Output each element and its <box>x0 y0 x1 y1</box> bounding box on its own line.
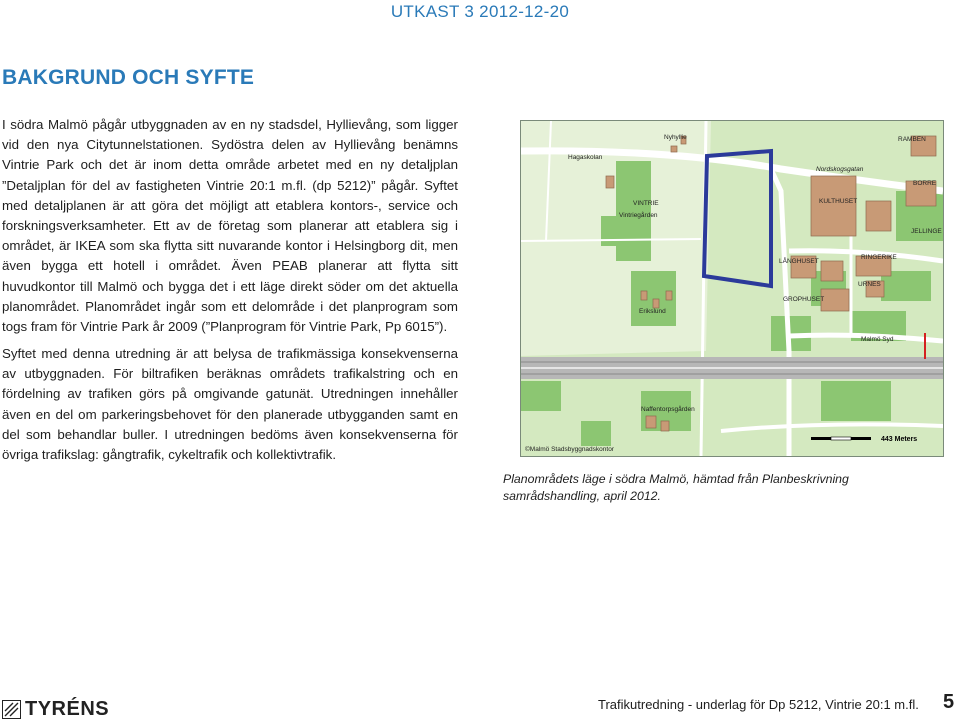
label-kulthuset: KULTHUSET <box>819 198 858 205</box>
label-hagaskolan: Hagaskolan <box>568 154 603 161</box>
draft-label: UTKAST 3 2012-12-20 <box>390 2 570 21</box>
label-malmo-syd: Malmö Syd <box>861 336 894 343</box>
logo-text: TYRÉNS <box>25 698 110 720</box>
label-grophuset: GROPHUSET <box>783 296 825 303</box>
label-jellinge: JELLINGE <box>911 228 942 235</box>
label-vintriegarden: Vintriegården <box>619 212 658 219</box>
label-nyhyllie: Nyhyllie <box>664 134 687 141</box>
site-map <box>520 120 944 457</box>
label-nordskogsgatan: Nordskogsgatan <box>816 166 864 173</box>
label-langhuset: LÅNGHUSET <box>779 258 819 265</box>
company-logo <box>2 698 109 721</box>
tyrens-logo-icon <box>2 700 21 719</box>
label-copyright: ©Malmö Stadsbyggnadskontor <box>525 446 614 453</box>
page-number: 5 <box>943 691 955 713</box>
label-ringerike: RINGERIKE <box>861 254 897 261</box>
label-vintrie: VINTRIE <box>633 200 659 207</box>
label-ramben: RAMBEN <box>898 136 926 143</box>
railway <box>521 357 943 379</box>
label-naffentorpsgarden: Naffentorpsgården <box>641 406 695 413</box>
section-title: BAKGRUND OCH SYFTE <box>2 66 255 89</box>
scale-label: 443 Meters <box>881 436 918 443</box>
map-caption: Planområdets läge i södra Malmö, hämtad från Planbeskrivning samrådshandling, april 2012. <box>503 472 849 503</box>
label-borre: BORRE <box>913 180 937 187</box>
footer-report-title: Trafikutredning - underlag för Dp 5212, Vintrie 20:1 m.fl. <box>598 697 919 712</box>
label-erikslund: Erikslund <box>639 308 666 315</box>
paragraph-background: I södra Malmö pågår utbyggnaden av en ny stadsdel, Hyllievång, som ligger vid den nya Citytunnelstationen. Sydöstra delen av Hyllievång benämns Vintrie Park och det är inom detta område arbetet med en ny detaljplan ”Detaljplan för del av fastigheten Vintrie 20:1 m.fl. (dp 5212)” pågår. Syftet med detaljplanen är att göra det möjligt att etablera kontors-, service och forskningsverksamheter. Ett av de företag som planerar att etablera sig i området, är IKEA som ska flytta sitt nuvarande kontor i Helsingborg dit, men även bygga ett hotell i området. Även PEAB planerar att flytta sitt huvudkontor till Malmö och bygga det i ett läge direkt söder om det aktuella planområdet. Planområdet ingår som ett delområde i det planprogram som togs fram för Vintrie Park år 2009 (”Planprogram för Vintrie Park, Pp 6015”). <box>2 117 458 335</box>
label-urnes: URNES <box>858 281 881 288</box>
paragraph-purpose: Syftet med denna utredning är att belysa de trafikmässiga konsekvenserna av utbyggnaden. För biltrafiken beräknas områdets trafikalstring och en fördelning av trafiken görs på omgivande gatunät. Utredningen innehåller även en del om parkeringsbehovet för den planerade utbygganden samt en del som behandlar buller. I utredningen bedöms även konsekvenserna för övriga trafikslag: gångtrafik, cykeltrafik och kollektivtrafik. <box>2 346 458 463</box>
